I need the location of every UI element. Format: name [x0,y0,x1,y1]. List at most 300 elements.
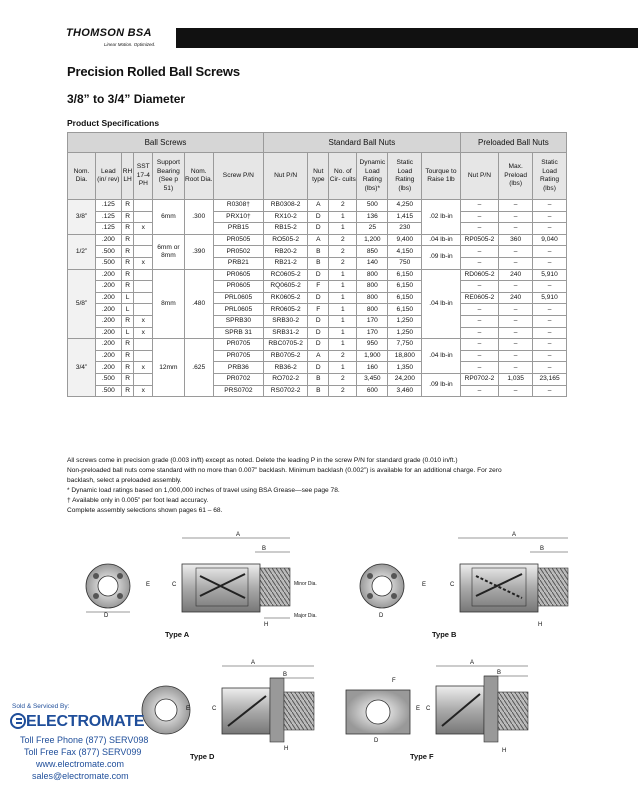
toll-free-phone[interactable]: Toll Free Phone (877) SERV098 [20,735,149,745]
root-diameter: .480 [184,269,213,339]
hand-cell: R [121,385,134,397]
preload-static-load-cell: – [533,350,567,362]
dim-c-label-b: C [450,582,455,588]
nut-pn-cell: RB15-2 [263,223,307,235]
column-header: Max. Preload (lbs) [499,153,533,200]
preload-nut-pn-cell: RP0505-2 [460,234,499,246]
column-header: Nut type [308,153,329,200]
dynamic-load-cell: 800 [357,304,388,316]
dim-h-label-f: H [502,748,507,754]
hand-cell: R [121,234,134,246]
type-a-diagram [86,538,290,618]
screw-pn-cell: PRX10† [213,211,263,223]
nut-pn-cell: RBC0705-2 [263,339,307,351]
screw-pn-cell: R0308† [213,200,263,212]
nut-pn-cell: RC0605-2 [263,269,307,281]
circuits-cell: 2 [329,373,357,385]
website-link[interactable]: www.electromate.com [36,759,125,769]
screw-pn-cell: PRB15 [213,223,263,235]
preload-nut-pn-cell: – [460,327,499,339]
preload-nut-pn-cell: – [460,385,499,397]
circuits-cell: 2 [329,246,357,258]
nut-pn-cell: RQ0605-2 [263,281,307,293]
torque-cell: .09 lb-in [422,246,461,269]
lead-cell: .500 [96,257,122,269]
max-preload-cell: 240 [499,269,533,281]
screw-pn-cell: PRB36 [213,362,263,374]
major-dia-label: Major Dia. [294,613,317,619]
hand-cell: R [121,339,134,351]
static-load-cell: 3,460 [388,385,422,397]
circuits-cell: 1 [329,362,357,374]
nut-type-cell: B [308,246,329,258]
lead-cell: .200 [96,269,122,281]
page-title: Precision Rolled Ball Screws [67,64,240,79]
nut-type-cell: D [308,362,329,374]
screw-pn-cell: PR0702 [213,373,263,385]
dim-h-label: H [264,622,269,628]
hand-cell: R [121,350,134,362]
nut-type-cell: A [308,200,329,212]
table-row [68,304,567,316]
hand-cell: L [121,304,134,316]
lead-cell: .200 [96,234,122,246]
minor-dia-label: Minor Dia. [294,581,317,587]
logo-tagline: Linear Motion. Optimized. [104,42,156,47]
nut-type-cell: B [308,257,329,269]
support-bearing: 6mm [153,200,185,235]
dim-f-label-f: F [392,678,396,684]
static-load-cell: 4,250 [388,200,422,212]
column-header: RH LH [121,153,134,200]
preload-nut-pn-cell: – [460,315,499,327]
preload-nut-pn-cell: – [460,281,499,293]
column-header-row [68,153,567,200]
column-header: SST 17-4 PH [134,153,153,200]
sst-cell: x [134,327,153,339]
max-preload-cell: – [499,200,533,212]
max-preload-cell: – [499,257,533,269]
sst-cell [134,269,153,281]
nominal-diameter: 3/8” [68,200,96,235]
preload-static-load-cell: – [533,246,567,258]
dynamic-load-cell: 800 [357,292,388,304]
preload-static-load-cell: – [533,223,567,235]
hand-cell: L [121,292,134,304]
table-row [68,315,567,327]
dynamic-load-cell: 500 [357,200,388,212]
group-ball-screws: Ball Screws [68,133,264,153]
nut-type-cell: D [308,269,329,281]
max-preload-cell: – [499,385,533,397]
sst-cell: x [134,315,153,327]
nut-pn-cell: RB21-2 [263,257,307,269]
type-b-label: Type B [432,630,457,639]
static-load-cell: 7,750 [388,339,422,351]
dim-b-label-f: B [497,670,502,676]
lead-cell: .500 [96,373,122,385]
screw-pn-cell: SPRB30 [213,315,263,327]
group-header-row [68,133,567,153]
nut-pn-cell: RX10-2 [263,211,307,223]
preload-static-load-cell: 5,910 [533,269,567,281]
dim-a-label-f: A [470,660,475,666]
preload-static-load-cell: 9,040 [533,234,567,246]
sold-by-label: Sold & Serviced By: [12,703,70,710]
thomson-logo: THOMSON BSA [66,27,152,39]
dynamic-load-cell: 170 [357,315,388,327]
dynamic-load-cell: 140 [357,257,388,269]
sst-cell: x [134,362,153,374]
screw-pn-cell: PRB21 [213,257,263,269]
nut-type-cell: B [308,373,329,385]
hand-cell: R [121,223,134,235]
column-header: Screw P/N [213,153,263,200]
column-header: Dynamic Load Rating (lbs)* [357,153,388,200]
dim-d-label-b: D [379,613,384,619]
nut-pn-cell: RO702-2 [263,373,307,385]
screw-pn-cell: PR0605 [213,269,263,281]
hand-cell: R [121,362,134,374]
footnote-line: † Available only in 0.005” per foot lead accuracy. [67,497,209,504]
column-header: Nom. Dia. [68,153,96,200]
static-load-cell: 230 [388,223,422,235]
max-preload-cell: 240 [499,292,533,304]
circuits-cell: 2 [329,385,357,397]
nut-type-cell: D [308,315,329,327]
nut-type-cell: D [308,223,329,235]
max-preload-cell: 1,035 [499,373,533,385]
dynamic-load-cell: 3,450 [357,373,388,385]
lead-cell: .200 [96,292,122,304]
preload-static-load-cell: – [533,315,567,327]
lead-cell: .200 [96,350,122,362]
dim-e-label-d: E [186,706,191,712]
table-row [68,350,567,362]
nut-pn-cell: RO505-2 [263,234,307,246]
group-preloaded-nuts: Preloaded Ball Nuts [460,133,566,153]
table-row [68,211,567,223]
static-load-cell: 750 [388,257,422,269]
lead-cell: .200 [96,315,122,327]
nut-pn-cell: RB0705-2 [263,350,307,362]
table-row [68,385,567,397]
nut-type-cell: F [308,304,329,316]
dynamic-load-cell: 170 [357,327,388,339]
max-preload-cell: – [499,211,533,223]
nut-type-cell: B [308,385,329,397]
dim-h-label-d: H [284,746,289,752]
circuits-cell: 2 [329,257,357,269]
type-d-diagram [142,666,314,742]
screw-pn-cell: PR0502 [213,246,263,258]
column-header: No. of Cir- cuits [329,153,357,200]
nominal-diameter: 1/2” [68,234,96,269]
sst-cell [134,234,153,246]
max-preload-cell: – [499,223,533,235]
sst-cell [134,339,153,351]
nut-pn-cell: RS0702-2 [263,385,307,397]
sst-cell [134,246,153,258]
lead-cell: .200 [96,327,122,339]
lead-cell: .125 [96,200,122,212]
max-preload-cell: – [499,327,533,339]
preload-static-load-cell: – [533,257,567,269]
hand-cell: R [121,200,134,212]
preload-nut-pn-cell: – [460,223,499,235]
screw-pn-cell: PR0705 [213,339,263,351]
lead-cell: .200 [96,304,122,316]
screw-pn-cell: PRS0702 [213,385,263,397]
preload-static-load-cell: – [533,385,567,397]
static-load-cell: 6,150 [388,269,422,281]
nut-pn-cell: RB0308-2 [263,200,307,212]
type-b-diagram [360,538,568,612]
preload-static-load-cell: 5,910 [533,292,567,304]
preload-nut-pn-cell: – [460,362,499,374]
dynamic-load-cell: 800 [357,281,388,293]
screw-pn-cell: PR0605 [213,281,263,293]
screw-pn-cell: PRL0605 [213,292,263,304]
table-row [68,234,567,246]
column-header: Support Bearing (See p 51) [153,153,185,200]
lead-cell: .200 [96,362,122,374]
column-header: Nut P/N [460,153,499,200]
sst-cell [134,281,153,293]
type-f-label: Type F [410,752,434,761]
lead-cell: .200 [96,339,122,351]
footnote-line: backlash, select a preloaded assembly. [67,477,182,484]
hand-cell: R [121,246,134,258]
dynamic-load-cell: 25 [357,223,388,235]
dynamic-load-cell: 136 [357,211,388,223]
preload-static-load-cell: – [533,362,567,374]
hand-cell: R [121,269,134,281]
sst-cell [134,211,153,223]
sst-cell [134,373,153,385]
circuits-cell: 1 [329,292,357,304]
preload-nut-pn-cell: RP0702-2 [460,373,499,385]
dim-c-label: C [172,582,177,588]
table-row [68,327,567,339]
screw-pn-cell: PRL0605 [213,304,263,316]
static-load-cell: 1,350 [388,362,422,374]
dynamic-load-cell: 1,200 [357,234,388,246]
preload-nut-pn-cell: – [460,211,499,223]
torque-cell: .04 lb-in [422,339,461,374]
max-preload-cell: – [499,362,533,374]
electromate-stamp [6,703,166,787]
nut-type-cell: D [308,339,329,351]
root-diameter: .390 [184,234,213,269]
static-load-cell: 1,250 [388,327,422,339]
dim-d-label: D [104,613,109,619]
screw-pn-cell: SPRB 31 [213,327,263,339]
support-bearing: 12mm [153,339,185,397]
table-row [68,292,567,304]
dim-h-label-b: H [538,622,543,628]
table-row [68,373,567,385]
table-row [68,246,567,258]
max-preload-cell: – [499,315,533,327]
nut-pn-cell: RB20-2 [263,246,307,258]
nominal-diameter: 5/8” [68,269,96,339]
column-header: Static Load Rating (lbs) [388,153,422,200]
circuits-cell: 2 [329,350,357,362]
dim-a-label-d: A [251,660,256,666]
static-load-cell: 18,800 [388,350,422,362]
nut-pn-cell: SRB30-2 [263,315,307,327]
footnote-line: Non-preloaded ball nuts come standard with no more than 0.007” backlash. Minimum backlash (0.002”) is available for an additional charge. For zero [67,467,502,474]
toll-free-fax: Toll Free Fax (877) SERV099 [24,747,142,757]
dim-d-label-f: D [374,738,379,744]
preload-nut-pn-cell: – [460,339,499,351]
torque-cell: .09 lb-in [422,373,461,396]
preload-static-load-cell: – [533,211,567,223]
hand-cell: R [121,373,134,385]
support-bearing: 8mm [153,269,185,339]
static-load-cell: 24,200 [388,373,422,385]
torque-cell: .04 lb-in [422,234,461,246]
dim-a-label: A [236,532,241,538]
nut-type-cell: D [308,327,329,339]
sst-cell: x [134,385,153,397]
hand-cell: R [121,257,134,269]
static-load-cell: 6,150 [388,292,422,304]
support-bearing: 6mm or 8mm [153,234,185,269]
group-standard-nuts: Standard Ball Nuts [263,133,460,153]
lead-cell: .125 [96,211,122,223]
dim-e-label: E [146,582,151,588]
circuits-cell: 1 [329,223,357,235]
dim-e-label-b: E [422,582,427,588]
circuits-cell: 1 [329,327,357,339]
static-load-cell: 4,150 [388,246,422,258]
table-row [68,339,567,351]
root-diameter: .625 [184,339,213,397]
max-preload-cell: – [499,339,533,351]
circuits-cell: 2 [329,234,357,246]
nut-type-cell: D [308,211,329,223]
circuits-cell: 1 [329,315,357,327]
footnotes [67,456,567,516]
page-subtitle: 3/8” to 3/4” Diameter [67,92,186,106]
max-preload-cell: – [499,350,533,362]
circuits-cell: 1 [329,211,357,223]
lead-cell: .200 [96,281,122,293]
table-row [68,223,567,235]
hand-cell: R [121,281,134,293]
column-header: Nut P/N [263,153,307,200]
nut-type-cell: A [308,234,329,246]
table-row [68,362,567,374]
dynamic-load-cell: 950 [357,339,388,351]
nut-type-cell: D [308,292,329,304]
column-header: Tourque to Raise 1lb [422,153,461,200]
nut-type-cell: A [308,350,329,362]
section-heading: Product Specifications [67,118,160,128]
table-row [68,200,567,212]
preload-static-load-cell: – [533,281,567,293]
dim-c-label-f: C [426,706,431,712]
hand-cell: L [121,327,134,339]
nut-pn-cell: SRB31-2 [263,327,307,339]
dim-b-label-b: B [540,546,545,552]
table-row [68,257,567,269]
static-load-cell: 1,415 [388,211,422,223]
column-header: Static Load Rating (lbs) [533,153,567,200]
dim-a-label-b: A [512,532,517,538]
sst-cell: x [134,257,153,269]
column-header: Nom. Root Dia. [184,153,213,200]
dim-e-label-f: E [416,706,421,712]
preload-nut-pn-cell: RE0605-2 [460,292,499,304]
preload-nut-pn-cell: – [460,304,499,316]
preload-nut-pn-cell: – [460,350,499,362]
nut-pn-cell: RB36-2 [263,362,307,374]
nut-type-cell: F [308,281,329,293]
dim-b-label-d: B [283,672,288,678]
dynamic-load-cell: 800 [357,269,388,281]
footnote-line: * Dynamic load ratings based on 1,000,000 inches of travel using BSA Grease—see page 78. [67,487,340,494]
sst-cell [134,350,153,362]
preload-nut-pn-cell: – [460,246,499,258]
preload-static-load-cell: – [533,304,567,316]
dynamic-load-cell: 850 [357,246,388,258]
email-link[interactable]: sales@electromate.com [32,771,129,781]
table-row [68,269,567,281]
circuits-cell: 1 [329,304,357,316]
nominal-diameter: 3/4” [68,339,96,397]
dynamic-load-cell: 160 [357,362,388,374]
lead-cell: .500 [96,385,122,397]
lead-cell: .500 [96,246,122,258]
static-load-cell: 9,400 [388,234,422,246]
screw-pn-cell: PR0705 [213,350,263,362]
static-load-cell: 6,150 [388,304,422,316]
lead-cell: .125 [96,223,122,235]
sst-cell [134,304,153,316]
screw-pn-cell: PR0505 [213,234,263,246]
max-preload-cell: – [499,246,533,258]
electromate-logo-icon [10,713,26,729]
table-row [68,281,567,293]
footnote-line: Complete assembly selections shown pages 61 – 68. [67,507,223,514]
column-header: Lead (in/ rev) [96,153,122,200]
circuits-cell: 2 [329,200,357,212]
dim-b-label: B [262,546,267,552]
static-load-cell: 6,150 [388,281,422,293]
preload-static-load-cell: – [533,339,567,351]
sst-cell [134,200,153,212]
max-preload-cell: – [499,281,533,293]
preload-nut-pn-cell: – [460,200,499,212]
spec-table [67,132,567,397]
sst-cell [134,292,153,304]
type-d-label: Type D [190,752,215,761]
nut-pn-cell: RR0605-2 [263,304,307,316]
electromate-brand: ELECTROMATE [26,713,145,730]
hand-cell: R [121,315,134,327]
nut-pn-cell: RK0605-2 [263,292,307,304]
circuits-cell: 1 [329,339,357,351]
preload-nut-pn-cell: RD0605-2 [460,269,499,281]
torque-cell: .04 lb-in [422,269,461,339]
static-load-cell: 1,250 [388,315,422,327]
preload-nut-pn-cell: – [460,257,499,269]
root-diameter: .300 [184,200,213,235]
dim-c-label-d: C [212,706,217,712]
